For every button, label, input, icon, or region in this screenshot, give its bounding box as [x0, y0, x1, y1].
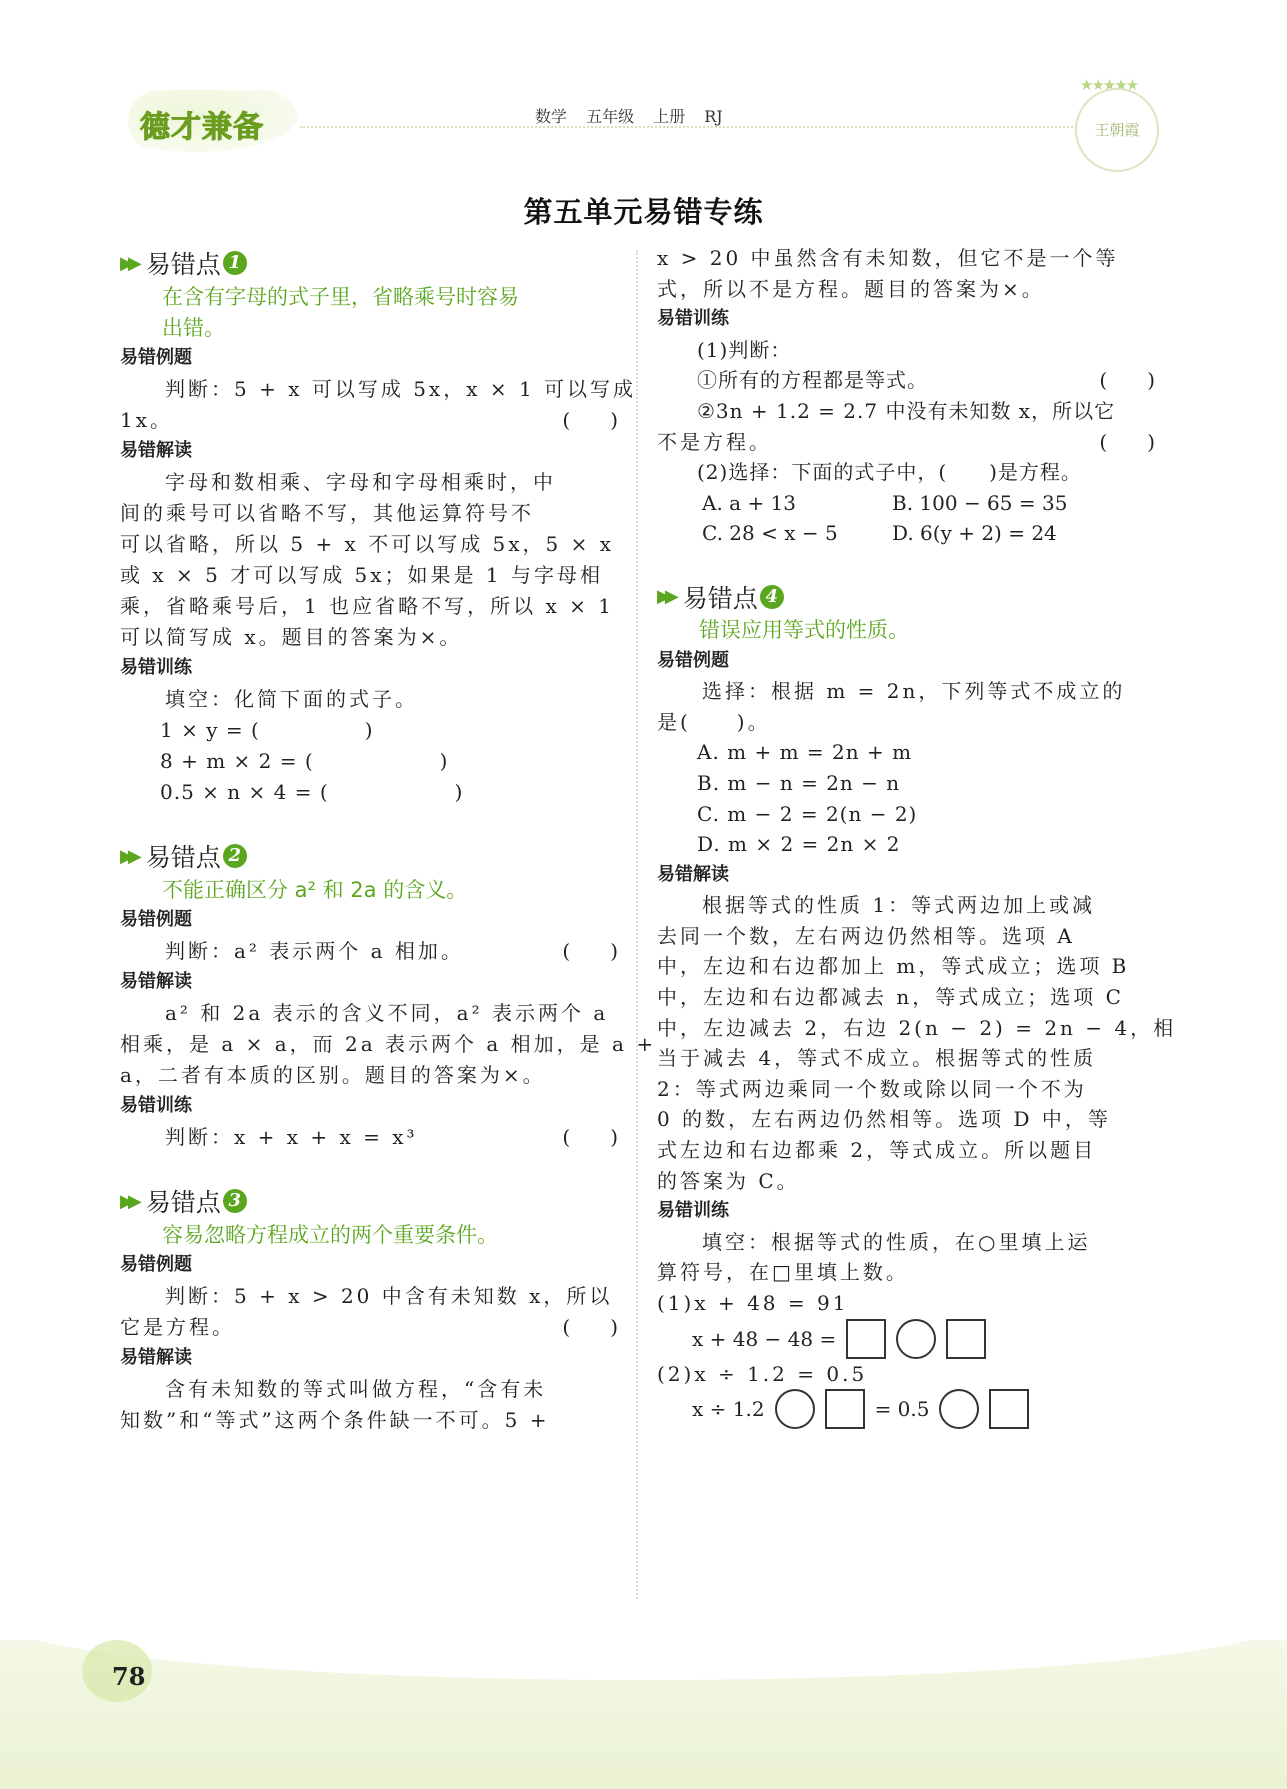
text-line	[657, 427, 1155, 458]
section-heading	[120, 1183, 618, 1219]
answer-box	[825, 1389, 865, 1429]
text-line	[657, 243, 1155, 274]
line-text: 在含有字母的式子里，省略乘号时容易	[162, 285, 519, 309]
text-line	[120, 936, 618, 967]
section-heading	[120, 245, 618, 281]
text-line	[657, 890, 1155, 921]
line-text: 相乘，是 a × a，而 2a 表示两个 a 相加，是 a +	[120, 1032, 657, 1056]
equation-text: = 0.5	[874, 1397, 930, 1422]
text-line	[120, 405, 618, 436]
line-text: 易错训练	[120, 657, 192, 678]
line-text: 错误应用等式的性质。	[699, 617, 909, 642]
text-line	[657, 1227, 1155, 1258]
subsection-label	[120, 1250, 618, 1281]
line-text: 易错训练	[657, 308, 729, 330]
line-text: 易错例题	[120, 909, 192, 930]
section-subtitle	[120, 1219, 618, 1250]
line-text: x > 20 中虽然含有未知数，但它不是一个等	[657, 246, 1119, 270]
subsection-label	[657, 1196, 1155, 1227]
line-text: 可以简写成 x。题目的答案为×。	[120, 625, 463, 649]
text-line	[657, 768, 1155, 799]
text-line	[657, 1104, 1155, 1135]
text-line	[120, 746, 618, 777]
subsection-label	[657, 304, 1155, 335]
double-arrow-icon: ▶▶	[120, 252, 136, 274]
text-line	[120, 529, 618, 560]
line-text: 去同一个数，左右两边仍然相等。选项 A	[657, 923, 1075, 948]
section-number-badge: 3	[223, 1189, 247, 1213]
answer-blank: ( )	[562, 939, 618, 963]
subsection-label	[120, 436, 618, 467]
answer-blank: ( )	[562, 1125, 618, 1149]
text-line	[657, 799, 1155, 830]
text-line	[120, 1281, 618, 1312]
answer-box	[989, 1389, 1029, 1429]
text-line	[657, 396, 1155, 427]
answer-blank: ( )	[1099, 368, 1155, 393]
text-line	[657, 1288, 1155, 1319]
line-text: 1 × y = ( )	[160, 718, 374, 742]
text-line	[657, 274, 1155, 305]
text-line	[657, 1013, 1177, 1044]
text-line	[120, 1374, 618, 1405]
text-line	[657, 951, 1155, 982]
line-text: 易错例题	[657, 649, 729, 671]
line-text: 判断：a² 表示两个 a 相加。	[165, 939, 464, 963]
text-line	[657, 1074, 1155, 1105]
line-text: 中，左边和右边都减去 n，等式成立；选项 C	[657, 985, 1124, 1010]
line-text: ①所有的方程都是等式。	[697, 368, 928, 393]
text-line	[657, 982, 1155, 1013]
section-number-badge: 2	[223, 844, 247, 868]
text-line	[120, 591, 618, 622]
heading-text: 易错点	[682, 583, 758, 613]
double-arrow-icon: ▶▶	[120, 1190, 136, 1212]
line-text: (2)x ÷ 1.2 = 0.5	[657, 1361, 868, 1386]
line-text: 乘，省略乘号后，1 也应省略不写，所以 x × 1	[120, 594, 614, 618]
choice-options	[657, 488, 1155, 519]
line-text: 8 + m × 2 = ( )	[160, 749, 449, 773]
line-text: ②3n + 1.2 = 2.7 中没有未知数 x，所以它	[697, 398, 1116, 423]
option: B. 100 − 65 = 35	[892, 490, 1068, 515]
subsection-label	[120, 1091, 618, 1122]
text-line	[120, 1122, 618, 1153]
line-text: (1)x + 48 = 91	[657, 1291, 849, 1315]
text-line	[120, 1060, 618, 1091]
line-text: 是( )。	[657, 709, 771, 734]
line-text: 易错例题	[120, 1254, 192, 1275]
subsection-label	[120, 967, 618, 998]
page-number: 78	[112, 1662, 146, 1691]
line-text: D. m × 2 = 2n × 2	[697, 832, 901, 857]
option: D. 6(y + 2) = 24	[892, 521, 1057, 546]
line-text: 易错解读	[120, 971, 192, 992]
text-line	[120, 498, 618, 529]
line-text: 判断：x + x + x = x³	[165, 1125, 418, 1149]
line-text: 0 的数，左右两边仍然相等。选项 D 中，等	[657, 1107, 1111, 1132]
text-line	[657, 707, 1155, 738]
right-column	[657, 243, 1177, 1429]
line-text: (1)判断：	[697, 337, 792, 362]
subsection-label	[120, 343, 618, 374]
line-text: 或 x × 5 才可以写成 5x；如果是 1 与字母相	[120, 563, 603, 587]
text-line	[657, 1166, 1155, 1197]
subsection-label	[120, 905, 618, 936]
subsection-label	[120, 653, 618, 684]
operator-circle	[939, 1389, 979, 1429]
text-line	[657, 676, 1155, 707]
section-subtitle	[120, 874, 618, 905]
section-heading	[120, 838, 618, 874]
line-text: 易错例题	[120, 347, 192, 368]
line-text: 选择：根据 m = 2n，下列等式不成立的	[702, 679, 1126, 704]
stars-icon: ★★★★★	[1080, 76, 1138, 94]
column-divider	[636, 250, 638, 1630]
text-line	[120, 1405, 618, 1436]
section-subtitle	[120, 312, 618, 343]
text-line	[120, 622, 618, 653]
line-text: 易错解读	[120, 440, 192, 461]
subsection-label	[657, 860, 1155, 891]
line-text: 易错解读	[120, 1347, 192, 1368]
line-text: 容易忽略方程成立的两个重要条件。	[162, 1223, 498, 1247]
line-text: 填空：化简下面的式子。	[165, 687, 418, 711]
text-line	[657, 335, 1155, 366]
line-text: B. m − n = 2n − n	[697, 770, 901, 795]
text-line	[120, 998, 618, 1029]
section-subtitle	[657, 615, 1155, 646]
double-arrow-icon: ▶▶	[657, 586, 673, 608]
section-heading	[657, 579, 1155, 615]
line-text: 不能正确区分 a² 和 2a 的含义。	[162, 878, 468, 902]
answer-box	[846, 1319, 886, 1359]
heading-text: 易错点	[145, 250, 221, 279]
text-line	[657, 737, 1155, 768]
text-line	[657, 365, 1155, 396]
line-text: 2：等式两边乘同一个数或除以同一个不为	[657, 1076, 1087, 1101]
text-line	[657, 1359, 1155, 1390]
line-text: 根据等式的性质 1：等式两边加上或减	[702, 893, 1096, 918]
line-text: 易错训练	[120, 1095, 192, 1116]
text-line	[120, 715, 618, 746]
option: C. 28 < x − 5	[702, 521, 838, 546]
line-text: a，二者有本质的区别。题目的答案为×。	[120, 1063, 546, 1087]
text-line	[657, 829, 1155, 860]
line-text: 中，左边减去 2，右边 2(n − 2) = 2n − 4，相	[657, 1015, 1177, 1040]
equation-text: x ÷ 1.2	[692, 1397, 765, 1422]
answer-blank: ( )	[1099, 429, 1155, 454]
brand-seal: 王朝霞	[1075, 88, 1159, 172]
line-text: 易错训练	[657, 1200, 729, 1222]
answer-blank: ( )	[562, 408, 618, 432]
option: A. a + 13	[702, 490, 797, 515]
text-line	[120, 684, 618, 715]
operator-circle	[775, 1389, 815, 1429]
text-line	[657, 921, 1155, 952]
text-line	[120, 777, 618, 808]
fill-equation-1	[657, 1319, 1155, 1359]
line-text: 的答案为 C。	[657, 1168, 800, 1193]
choice-options	[657, 518, 1155, 549]
line-text: 含有未知数的等式叫做方程，“含有未	[165, 1377, 547, 1401]
line-text: 间的乘号可以省略不写，其他运算符号不	[120, 501, 534, 525]
left-column	[120, 245, 657, 1436]
text-line	[657, 1257, 1155, 1288]
line-text: 判断：5 + x > 20 中含有未知数 x，所以	[165, 1284, 613, 1308]
text-line	[120, 560, 618, 591]
line-text: 式左边和右边都乘 2，等式成立。所以题目	[657, 1138, 1097, 1163]
line-text: 可以省略，所以 5 + x 不可以写成 5x，5 × x	[120, 532, 615, 556]
line-text: 易错解读	[657, 863, 729, 885]
section-subtitle	[120, 281, 618, 312]
text-line	[120, 467, 618, 498]
brand-logo: 德才兼备	[128, 90, 298, 152]
line-text: 出错。	[162, 316, 225, 340]
line-text: 1x。	[120, 408, 174, 432]
equation-text: x + 48 − 48 =	[692, 1326, 837, 1351]
operator-circle	[896, 1319, 936, 1359]
text-line	[657, 457, 1155, 488]
text-line	[120, 1312, 618, 1343]
text-line	[120, 1029, 657, 1060]
section-number-badge: 4	[760, 585, 784, 609]
text-line	[657, 1043, 1155, 1074]
page-title: 第五单元易错专练	[523, 195, 764, 229]
double-arrow-icon: ▶▶	[120, 845, 136, 867]
line-text: C. m − 2 = 2(n − 2)	[697, 801, 918, 826]
text-line	[657, 1135, 1155, 1166]
text-line	[120, 374, 637, 405]
fill-equation-2	[657, 1389, 1155, 1429]
book-info: 数学 五年级 上册 RJ	[535, 107, 723, 126]
answer-blank: ( )	[562, 1315, 618, 1339]
line-text: 字母和数相乘、字母和字母相乘时，中	[165, 470, 556, 494]
answer-box	[946, 1319, 986, 1359]
line-text: (2)选择：下面的式子中，( )是方程。	[697, 460, 1082, 485]
line-text: 中，左边和右边都加上 m，等式成立；选项 B	[657, 954, 1130, 979]
heading-text: 易错点	[145, 1188, 221, 1217]
line-text: 0.5 × n × 4 = ( )	[160, 780, 464, 804]
line-text: A. m + m = 2n + m	[697, 740, 913, 765]
subsection-label	[657, 646, 1155, 677]
line-text: 式，所以不是方程。题目的答案为×。	[657, 276, 1045, 301]
line-text: 知数”和“等式”这两个条件缺一不可。5 +	[120, 1408, 550, 1432]
heading-text: 易错点	[145, 843, 221, 872]
line-text: 当于减去 4，等式不成立。根据等式的性质	[657, 1046, 1097, 1071]
line-text: 算符号，在□里填上数。	[657, 1260, 909, 1285]
line-text: 填空：根据等式的性质，在○里填上运	[702, 1229, 1091, 1254]
line-text: 判断：5 + x 可以写成 5x，x × 1 可以写成	[165, 377, 637, 401]
line-text: 不是方程。	[657, 429, 772, 454]
section-number-badge: 1	[223, 251, 247, 275]
line-text: 它是方程。	[120, 1315, 235, 1339]
subsection-label	[120, 1343, 618, 1374]
line-text: a² 和 2a 表示的含义不同，a² 表示两个 a	[165, 1001, 609, 1025]
